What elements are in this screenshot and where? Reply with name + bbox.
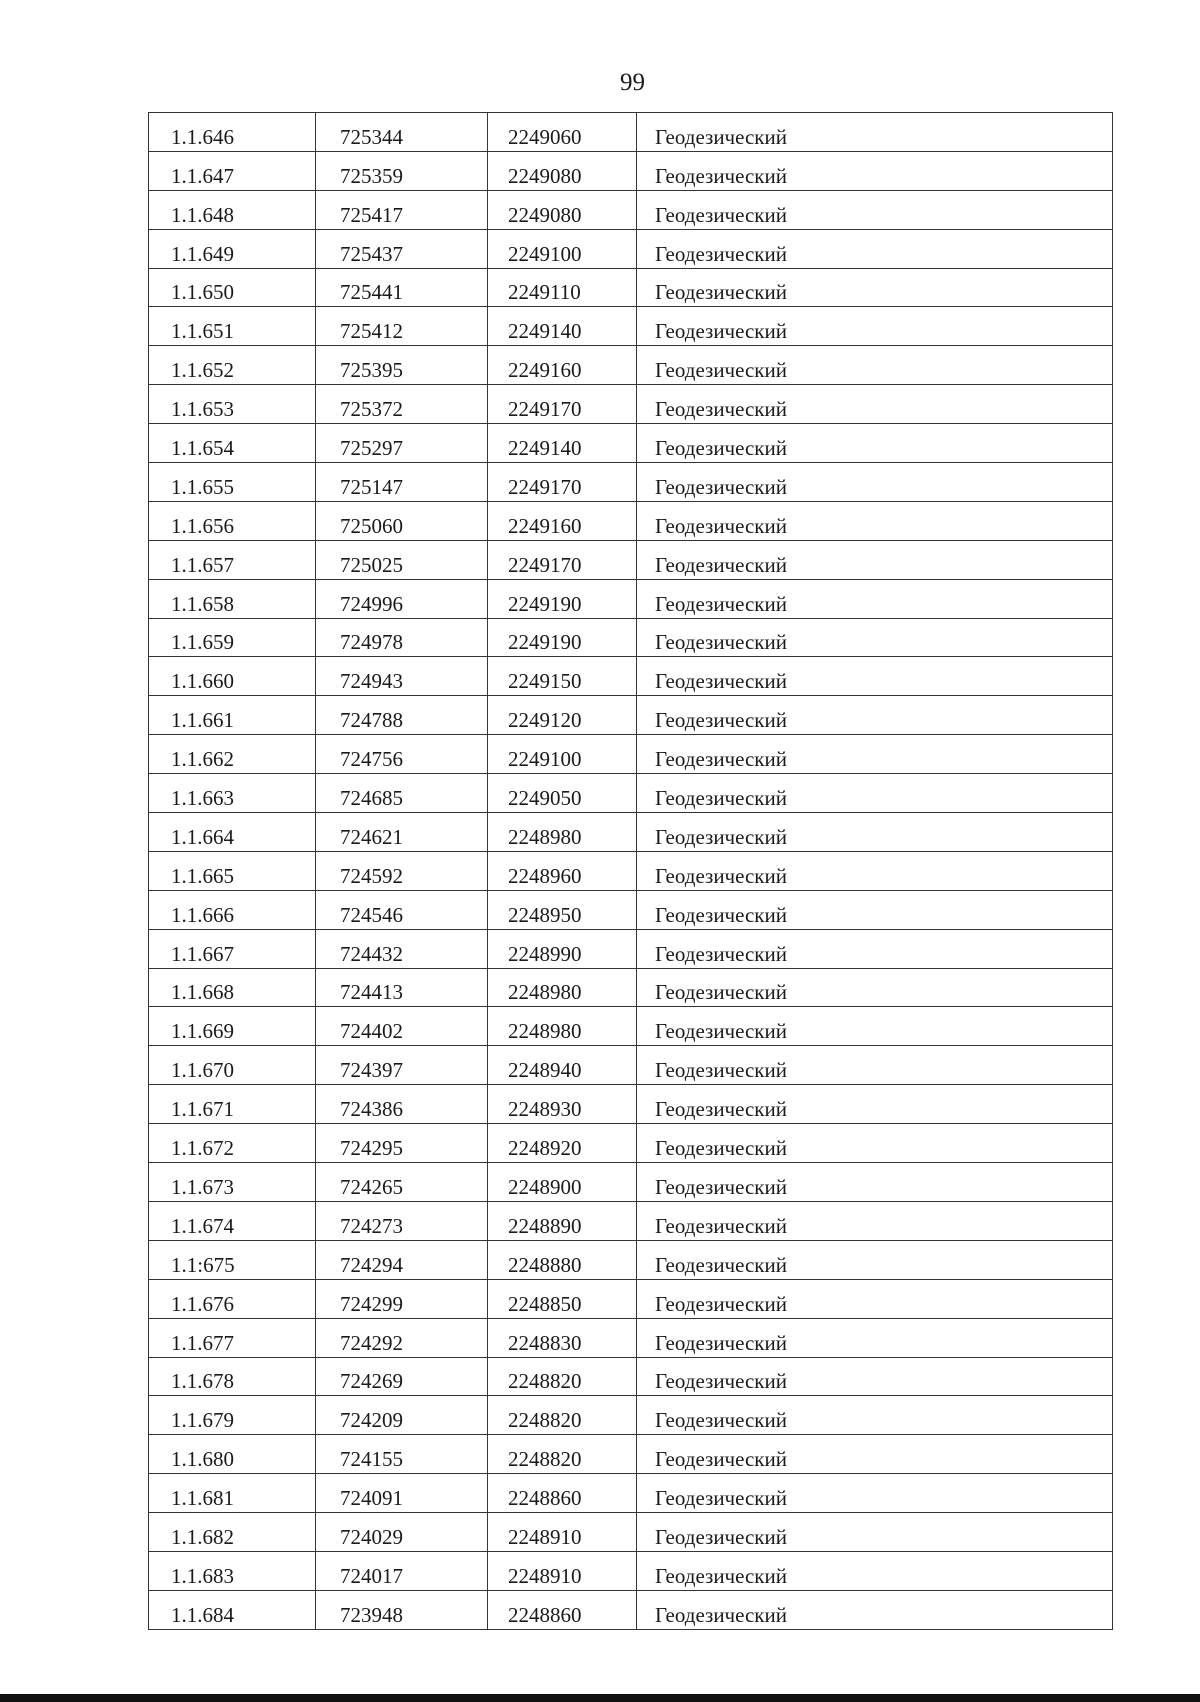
y-coordinate-cell: 2248860 (488, 1474, 637, 1513)
y-coordinate-cell: 2249140 (488, 307, 637, 346)
table-row (149, 696, 1113, 735)
table-row (149, 1279, 1113, 1318)
x-coordinate-cell: 724978 (316, 618, 488, 657)
table-row (149, 774, 1113, 813)
point-type-cell: Геодезический (637, 1590, 1113, 1629)
point-type-cell: Геодезический (637, 151, 1113, 190)
point-type-cell: Геодезический (637, 735, 1113, 774)
point-type-cell: Геодезический (637, 1474, 1113, 1513)
y-coordinate-cell: 2248860 (488, 1590, 637, 1629)
table-row (149, 1046, 1113, 1085)
point-type-cell: Геодезический (637, 1279, 1113, 1318)
x-coordinate-cell: 724273 (316, 1201, 488, 1240)
point-number-cell: 1.1.674 (149, 1201, 316, 1240)
y-coordinate-cell: 2248980 (488, 813, 637, 852)
point-type-cell: Геодезический (637, 307, 1113, 346)
table-row (149, 190, 1113, 229)
point-type-cell: Геодезический (637, 113, 1113, 152)
point-number-cell: 1.1.666 (149, 890, 316, 929)
table-row (149, 1513, 1113, 1552)
table-row (149, 1240, 1113, 1279)
point-type-cell: Геодезический (637, 1007, 1113, 1046)
x-coordinate-cell: 724029 (316, 1513, 488, 1552)
x-coordinate-cell: 723948 (316, 1590, 488, 1629)
x-coordinate-cell: 724209 (316, 1396, 488, 1435)
table-row (149, 1085, 1113, 1124)
point-number-cell: 1.1.683 (149, 1551, 316, 1590)
y-coordinate-cell: 2248890 (488, 1201, 637, 1240)
point-number-cell: 1.1.680 (149, 1435, 316, 1474)
table-row (149, 1435, 1113, 1474)
y-coordinate-cell: 2248980 (488, 968, 637, 1007)
y-coordinate-cell: 2249080 (488, 190, 637, 229)
x-coordinate-cell: 724592 (316, 851, 488, 890)
table-row (149, 501, 1113, 540)
point-type-cell: Геодезический (637, 1046, 1113, 1085)
point-type-cell: Геодезический (637, 385, 1113, 424)
y-coordinate-cell: 2249110 (488, 268, 637, 307)
y-coordinate-cell: 2249100 (488, 229, 637, 268)
point-number-cell: 1.1.662 (149, 735, 316, 774)
coordinates-table (148, 112, 1113, 1630)
x-coordinate-cell: 724269 (316, 1357, 488, 1396)
point-type-cell: Геодезический (637, 1357, 1113, 1396)
point-type-cell: Геодезический (637, 968, 1113, 1007)
point-number-cell: 1.1.656 (149, 501, 316, 540)
x-coordinate-cell: 725441 (316, 268, 488, 307)
table-row (149, 268, 1113, 307)
x-coordinate-cell: 724299 (316, 1279, 488, 1318)
point-type-cell: Геодезический (637, 463, 1113, 502)
table-row (149, 151, 1113, 190)
x-coordinate-cell: 725395 (316, 346, 488, 385)
point-number-cell: 1.1.657 (149, 540, 316, 579)
point-number-cell: 1.1.661 (149, 696, 316, 735)
point-number-cell: 1.1.663 (149, 774, 316, 813)
y-coordinate-cell: 2248960 (488, 851, 637, 890)
point-number-cell: 1.1.664 (149, 813, 316, 852)
x-coordinate-cell: 724294 (316, 1240, 488, 1279)
table-row (149, 1396, 1113, 1435)
x-coordinate-cell: 725417 (316, 190, 488, 229)
y-coordinate-cell: 2248950 (488, 890, 637, 929)
point-number-cell: 1.1.659 (149, 618, 316, 657)
y-coordinate-cell: 2249080 (488, 151, 637, 190)
point-number-cell: 1.1.669 (149, 1007, 316, 1046)
y-coordinate-cell: 2249170 (488, 385, 637, 424)
x-coordinate-cell: 725060 (316, 501, 488, 540)
point-type-cell: Геодезический (637, 851, 1113, 890)
point-number-cell: 1.1.665 (149, 851, 316, 890)
point-number-cell: 1.1.651 (149, 307, 316, 346)
x-coordinate-cell: 724402 (316, 1007, 488, 1046)
y-coordinate-cell: 2249170 (488, 540, 637, 579)
y-coordinate-cell: 2248910 (488, 1513, 637, 1552)
y-coordinate-cell: 2248820 (488, 1357, 637, 1396)
point-number-cell: 1.1.678 (149, 1357, 316, 1396)
y-coordinate-cell: 2249150 (488, 657, 637, 696)
y-coordinate-cell: 2249050 (488, 774, 637, 813)
x-coordinate-cell: 724386 (316, 1085, 488, 1124)
x-coordinate-cell: 725297 (316, 424, 488, 463)
point-number-cell: 1.1.650 (149, 268, 316, 307)
y-coordinate-cell: 2248930 (488, 1085, 637, 1124)
point-type-cell: Геодезический (637, 696, 1113, 735)
point-type-cell: Геодезический (637, 229, 1113, 268)
y-coordinate-cell: 2248980 (488, 1007, 637, 1046)
x-coordinate-cell: 724413 (316, 968, 488, 1007)
point-number-cell: 1.1.648 (149, 190, 316, 229)
table-row (149, 1551, 1113, 1590)
x-coordinate-cell: 724292 (316, 1318, 488, 1357)
x-coordinate-cell: 725344 (316, 113, 488, 152)
y-coordinate-cell: 2248910 (488, 1551, 637, 1590)
y-coordinate-cell: 2249120 (488, 696, 637, 735)
table-row (149, 813, 1113, 852)
y-coordinate-cell: 2248820 (488, 1435, 637, 1474)
point-type-cell: Геодезический (637, 1124, 1113, 1163)
point-number-cell: 1.1.670 (149, 1046, 316, 1085)
table-row (149, 579, 1113, 618)
y-coordinate-cell: 2248990 (488, 929, 637, 968)
table-row (149, 1124, 1113, 1163)
x-coordinate-cell: 724546 (316, 890, 488, 929)
point-type-cell: Геодезический (637, 657, 1113, 696)
point-type-cell: Геодезический (637, 1551, 1113, 1590)
point-number-cell: 1.1.681 (149, 1474, 316, 1513)
point-number-cell: 1.1.684 (149, 1590, 316, 1629)
point-number-cell: 1.1.658 (149, 579, 316, 618)
point-number-cell: 1.1.673 (149, 1163, 316, 1202)
x-coordinate-cell: 724788 (316, 696, 488, 735)
point-type-cell: Геодезический (637, 268, 1113, 307)
x-coordinate-cell: 725412 (316, 307, 488, 346)
x-coordinate-cell: 725359 (316, 151, 488, 190)
point-number-cell: 1.1.667 (149, 929, 316, 968)
point-number-cell: 1.1.646 (149, 113, 316, 152)
table-row (149, 968, 1113, 1007)
point-type-cell: Геодезический (637, 813, 1113, 852)
point-number-cell: 1.1.677 (149, 1318, 316, 1357)
point-type-cell: Геодезический (637, 774, 1113, 813)
point-type-cell: Геодезический (637, 1085, 1113, 1124)
table-row (149, 229, 1113, 268)
y-coordinate-cell: 2249060 (488, 113, 637, 152)
point-type-cell: Геодезический (637, 1513, 1113, 1552)
y-coordinate-cell: 2248850 (488, 1279, 637, 1318)
y-coordinate-cell: 2248940 (488, 1046, 637, 1085)
point-number-cell: 1.1.682 (149, 1513, 316, 1552)
point-number-cell: 1.1:675 (149, 1240, 316, 1279)
page-number: 99 (620, 69, 645, 96)
y-coordinate-cell: 2249160 (488, 501, 637, 540)
y-coordinate-cell: 2248880 (488, 1240, 637, 1279)
point-type-cell: Геодезический (637, 929, 1113, 968)
table-row (149, 735, 1113, 774)
point-type-cell: Геодезический (637, 1201, 1113, 1240)
point-number-cell: 1.1.647 (149, 151, 316, 190)
table-row (149, 1201, 1113, 1240)
table-row (149, 1163, 1113, 1202)
y-coordinate-cell: 2248900 (488, 1163, 637, 1202)
table-row (149, 851, 1113, 890)
point-number-cell: 1.1.676 (149, 1279, 316, 1318)
scan-bottom-edge (0, 1694, 1200, 1702)
x-coordinate-cell: 724017 (316, 1551, 488, 1590)
point-number-cell: 1.1.653 (149, 385, 316, 424)
x-coordinate-cell: 724996 (316, 579, 488, 618)
x-coordinate-cell: 724756 (316, 735, 488, 774)
table-row (149, 307, 1113, 346)
x-coordinate-cell: 724685 (316, 774, 488, 813)
x-coordinate-cell: 725437 (316, 229, 488, 268)
point-type-cell: Геодезический (637, 1435, 1113, 1474)
table-row (149, 1357, 1113, 1396)
table-row (149, 1590, 1113, 1629)
x-coordinate-cell: 724265 (316, 1163, 488, 1202)
point-number-cell: 1.1.660 (149, 657, 316, 696)
point-type-cell: Геодезический (637, 1240, 1113, 1279)
table-row (149, 424, 1113, 463)
x-coordinate-cell: 724432 (316, 929, 488, 968)
x-coordinate-cell: 725372 (316, 385, 488, 424)
point-number-cell: 1.1.679 (149, 1396, 316, 1435)
y-coordinate-cell: 2249190 (488, 618, 637, 657)
point-type-cell: Геодезический (637, 618, 1113, 657)
x-coordinate-cell: 724155 (316, 1435, 488, 1474)
y-coordinate-cell: 2249190 (488, 579, 637, 618)
point-type-cell: Геодезический (637, 579, 1113, 618)
table-row (149, 385, 1113, 424)
table-row (149, 1474, 1113, 1513)
x-coordinate-cell: 724621 (316, 813, 488, 852)
point-type-cell: Геодезический (637, 1396, 1113, 1435)
point-type-cell: Геодезический (637, 346, 1113, 385)
point-number-cell: 1.1.654 (149, 424, 316, 463)
point-type-cell: Геодезический (637, 190, 1113, 229)
point-type-cell: Геодезический (637, 1318, 1113, 1357)
table-row (149, 113, 1113, 152)
point-number-cell: 1.1.649 (149, 229, 316, 268)
x-coordinate-cell: 724943 (316, 657, 488, 696)
point-type-cell: Геодезический (637, 501, 1113, 540)
table-row (149, 929, 1113, 968)
point-number-cell: 1.1.655 (149, 463, 316, 502)
point-type-cell: Геодезический (637, 1163, 1113, 1202)
table-row (149, 1318, 1113, 1357)
point-number-cell: 1.1.652 (149, 346, 316, 385)
x-coordinate-cell: 724295 (316, 1124, 488, 1163)
table-row (149, 540, 1113, 579)
x-coordinate-cell: 724091 (316, 1474, 488, 1513)
table-row (149, 346, 1113, 385)
point-number-cell: 1.1.671 (149, 1085, 316, 1124)
point-number-cell: 1.1.672 (149, 1124, 316, 1163)
y-coordinate-cell: 2248830 (488, 1318, 637, 1357)
y-coordinate-cell: 2249140 (488, 424, 637, 463)
x-coordinate-cell: 724397 (316, 1046, 488, 1085)
x-coordinate-cell: 725025 (316, 540, 488, 579)
y-coordinate-cell: 2249170 (488, 463, 637, 502)
x-coordinate-cell: 725147 (316, 463, 488, 502)
point-type-cell: Геодезический (637, 424, 1113, 463)
table-body (149, 113, 1113, 1630)
y-coordinate-cell: 2249100 (488, 735, 637, 774)
y-coordinate-cell: 2248920 (488, 1124, 637, 1163)
table-row (149, 657, 1113, 696)
point-number-cell: 1.1.668 (149, 968, 316, 1007)
table-row (149, 463, 1113, 502)
point-type-cell: Геодезический (637, 540, 1113, 579)
table-row (149, 618, 1113, 657)
point-type-cell: Геодезический (637, 890, 1113, 929)
table-row (149, 890, 1113, 929)
table-row (149, 1007, 1113, 1046)
y-coordinate-cell: 2248820 (488, 1396, 637, 1435)
y-coordinate-cell: 2249160 (488, 346, 637, 385)
